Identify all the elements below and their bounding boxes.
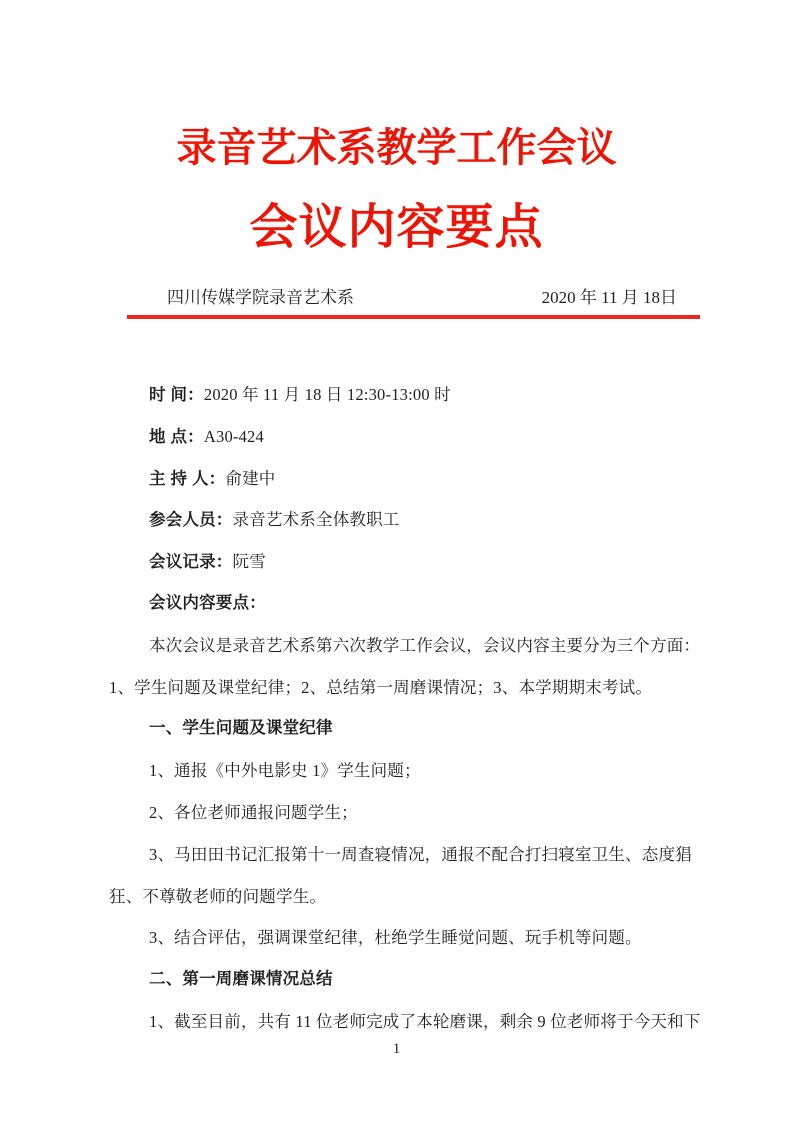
meta-label: 主 持 人： — [149, 469, 226, 488]
meta-value: 阮雪 — [232, 552, 266, 572]
document-body — [109, 374, 701, 1043]
red-divider-rule — [127, 315, 700, 319]
main-title: 录音艺术系教学工作会议 — [176, 126, 617, 170]
page-number: 1 — [392, 1041, 401, 1057]
meta-label: 参会人员： — [149, 511, 233, 530]
body-line-item-3b: 狂、不尊敬老师的问题学生。 — [109, 886, 327, 906]
body-line-item-5: 1、截至目前，共有 11 位老师完成了本轮磨课，剩余 9 位老师将于今天和下 — [149, 1011, 701, 1031]
body-line-item-1: 1、通报《中外电影史 1》学生问题； — [149, 761, 421, 781]
meta-line-host — [109, 458, 687, 500]
meta-value: A30-424 — [203, 426, 264, 446]
meta-value: 录音艺术系全体教职工 — [232, 510, 400, 530]
meta-label: 时 间： — [149, 386, 204, 404]
meta-label: 地 点： — [149, 427, 204, 446]
body-line-item-3a: 3、马田田书记汇报第十一周查寝情况，通报不配合打扫寝室卫生、态度猖 — [149, 844, 692, 864]
meta-label: 会议记录： — [149, 553, 233, 572]
meta-line-time — [109, 374, 687, 416]
body-line-item-4: 3、结合评估，强调课堂纪律，杜绝学生睡觉问题、玩手机等问题。 — [149, 928, 642, 948]
meta-line-attendees — [109, 499, 687, 541]
header-organization: 四川传媒学院录音艺术系 — [167, 288, 354, 307]
body-line-item-2: 2、各位老师通报问题学生； — [149, 802, 358, 822]
meta-value: 俞建中 — [225, 468, 276, 488]
sub-title: 会议内容要点 — [249, 201, 544, 254]
body-heading-keypoints: 会议内容要点： — [149, 593, 266, 612]
body-heading-section-1: 一、学生问题及课堂纪律 — [149, 719, 333, 738]
meta-line-location — [109, 416, 687, 458]
body-heading-section-2: 二、第一周磨课情况总结 — [149, 970, 333, 989]
meta-line-recorder — [109, 541, 687, 583]
body-line-intro-1: 本次会议是录音艺术系第六次教学工作会议，会议内容主要分为三个方面： — [149, 635, 701, 655]
header-row — [167, 286, 677, 310]
header-date: 2020 年 11 月 18日 — [541, 288, 677, 307]
body-line-intro-2: 1、学生问题及课堂纪律；2、总结第一周磨课情况；3、本学期期末考试。 — [109, 677, 653, 697]
meta-value: 2020 年 11 月 18 日 12:30-13:00 时 — [203, 385, 451, 404]
